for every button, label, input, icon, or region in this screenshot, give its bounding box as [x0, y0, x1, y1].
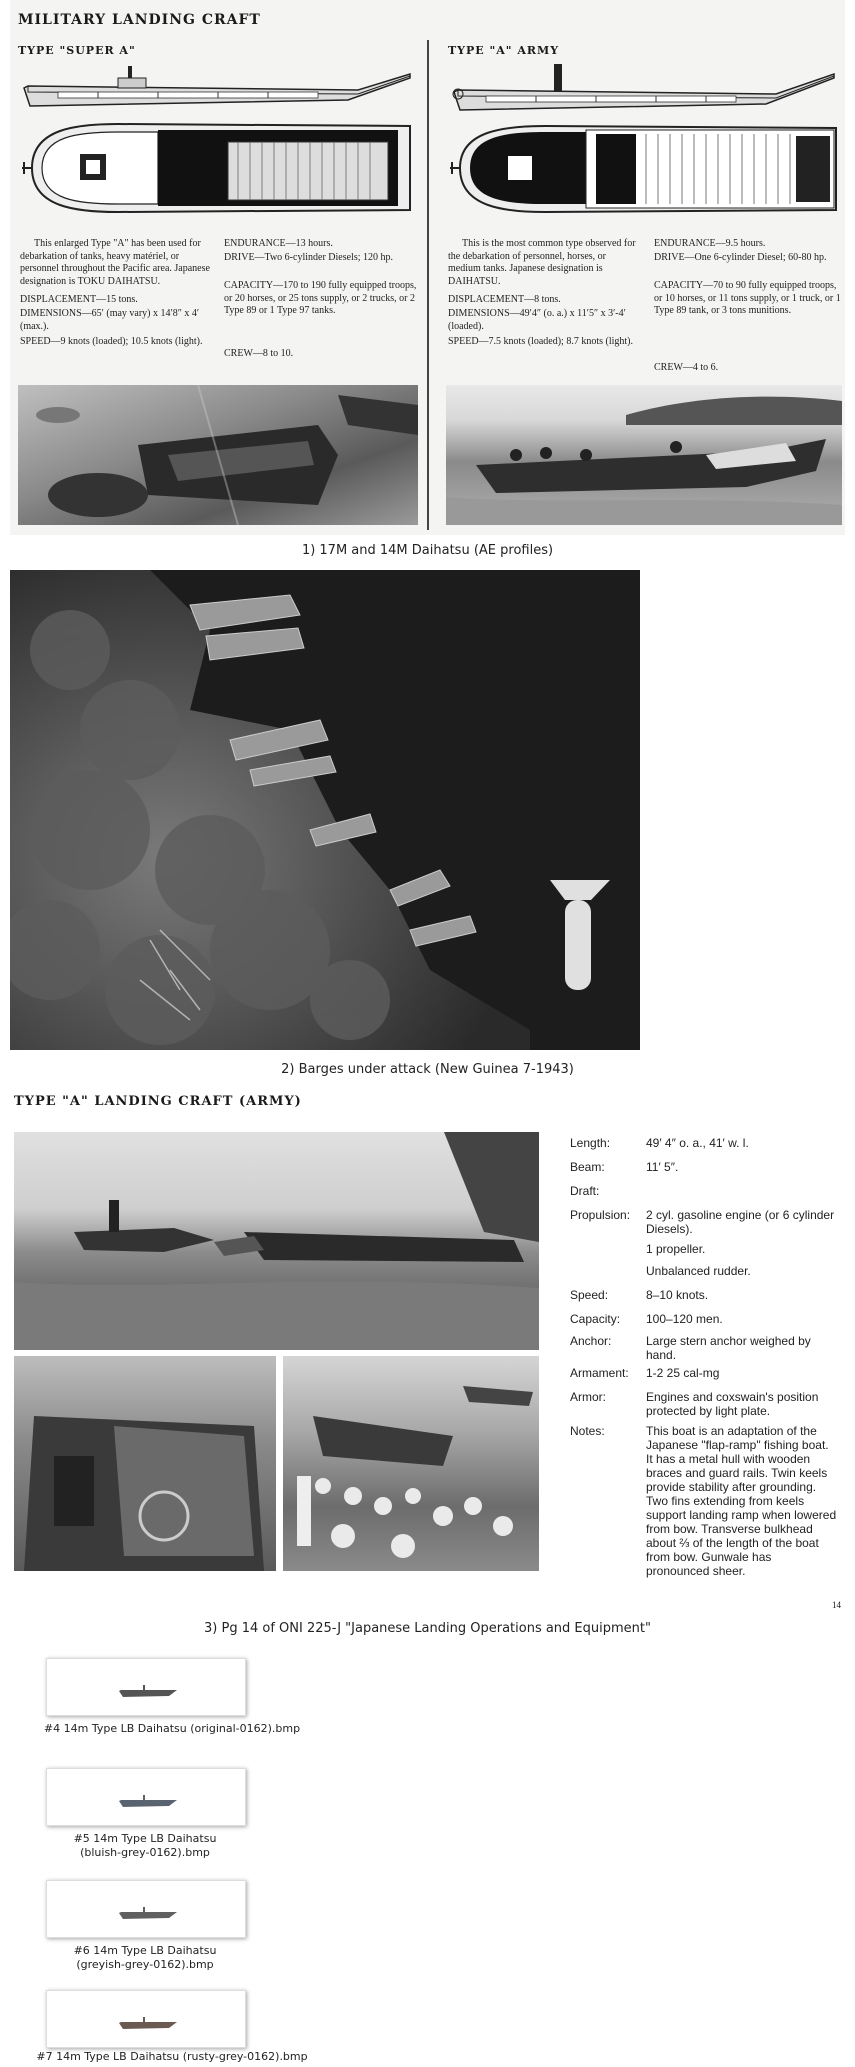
spec-row [570, 1424, 842, 1578]
section1-title: MILITARY LANDING CRAFT [18, 12, 261, 28]
super-a-crew: CREW—8 to 10. [224, 348, 294, 359]
spec-value: 8–10 knots. [646, 1288, 709, 1302]
spec-row [570, 1312, 842, 1326]
type-a-heading: TYPE "A" ARMY [448, 44, 560, 57]
super-a-speed: SPEED—9 knots (loaded); 10.5 knots (light). [20, 336, 203, 347]
spec-value: This boat is an adaptation of the Japanese "flap-ramp" fishing boat. It has a metal hull with wooden braces and guard rails. Twin keels provide stability after grounding. Two fins extending from keels support landing ramp when lowered from bow. Transverse bulkhead about ⅔ of the length of the boat from bow. Gunwale has pronounced sheer. [646, 1424, 837, 1578]
thumbnail-filename[interactable]: #4 14m Type LB Daihatsu (original-0162).bmp [43, 1722, 301, 1735]
spec-row [570, 1390, 842, 1418]
boat-thumbnail-icon [47, 1769, 247, 1827]
spec-label: Beam: [570, 1160, 605, 1174]
thumbnail-filename[interactable]: #7 14m Type LB Daihatsu (rusty-grey-0162).bmp [36, 2050, 308, 2063]
spec-row [570, 1264, 842, 1278]
spec-label: Propulsion: [570, 1208, 631, 1222]
spec-value: 100–120 men. [646, 1312, 723, 1326]
spec-row [570, 1288, 842, 1302]
spec-label: Length: [570, 1136, 611, 1150]
type-a-top-plan [446, 120, 841, 218]
thumbnail-filename[interactable]: #6 14m Type LB Daihatsu (greyish-grey-0162).bmp [73, 1944, 217, 1971]
type-a-capacity: CAPACITY—70 to 90 fully equipped troops, or 10 horses, or 11 tons supply, or 1 truck, or 1 Type 89 tank, or 3 tons munitions. [654, 280, 841, 316]
spec-row [570, 1184, 842, 1198]
type-a-speed: SPEED—7.5 knots (loaded); 8.7 knots (light). [448, 336, 633, 347]
type-a-displacement: DISPLACEMENT—8 tons. [448, 294, 561, 305]
spec-row [570, 1136, 842, 1150]
type-a-endurance: ENDURANCE—9.5 hours. [654, 238, 766, 249]
spec-label: Notes: [570, 1424, 605, 1438]
landing-craft-beach-photo [14, 1132, 539, 1350]
super-a-heading: TYPE "SUPER A" [18, 44, 136, 57]
spec-value: Large stern anchor weighed by hand. [646, 1334, 811, 1362]
type-a-side-profile [446, 58, 841, 114]
spec-value: 1 propeller. [646, 1242, 706, 1256]
spec-value: Engines and coxswain's position protected by light plate. [646, 1390, 819, 1418]
type-a-crew: CREW—4 to 6. [654, 362, 719, 373]
thumbnail-card[interactable] [46, 1880, 246, 1938]
super-a-photo [18, 385, 418, 525]
spec-label: Armor: [570, 1390, 606, 1404]
super-a-drive: DRIVE—Two 6-cylinder Diesels; 120 hp. [224, 252, 393, 263]
caption-2: 2) Barges under attack (New Guinea 7-1943) [281, 1062, 574, 1077]
thumbnail-card[interactable] [46, 1990, 246, 2048]
spec-label: Speed: [570, 1288, 609, 1302]
spec-row [570, 1208, 842, 1236]
spec-row [570, 1334, 842, 1362]
boat-thumbnail-icon [47, 1991, 247, 2049]
spec-label: Anchor: [570, 1334, 612, 1348]
super-a-top-plan [18, 118, 418, 218]
column-divider [427, 40, 429, 530]
super-a-displacement: DISPLACEMENT—15 tons. [20, 294, 138, 305]
boat-thumbnail-icon [47, 1659, 247, 1717]
thumbnail-filename[interactable]: #5 14m Type LB Daihatsu (bluish-grey-0162).bmp [73, 1832, 217, 1859]
boat-thumbnail-icon [47, 1881, 247, 1939]
spec-value: 11′ 5″. [646, 1160, 679, 1174]
caption-1: 1) 17M and 14M Daihatsu (AE profiles) [301, 543, 554, 558]
spec-row [570, 1160, 842, 1174]
spec-label: Armament: [570, 1366, 629, 1380]
spec-value: Unbalanced rudder. [646, 1264, 751, 1278]
type-a-description: This is the most common type observed for the debarkation of personnel, horses, or medium tanks. Japanese designation is DAIHATSU. [448, 238, 636, 287]
spec-label: Capacity: [570, 1312, 621, 1326]
barges-aerial-photo [10, 570, 640, 1050]
thumbnail-card[interactable] [46, 1658, 246, 1716]
super-a-capacity: CAPACITY—170 to 190 fully equipped troops, or 20 horses, or 25 tons supply, or 2 trucks, or 2 Type 89 or 1 Type 97 tanks. [224, 280, 417, 316]
super-a-description: This enlarged Type "A" has been used for debarkation of tanks, heavy matériel, or personnel throughout the Pacific area. Japanese designation is TOKU DAIHATSU. [20, 238, 210, 287]
spec-row [570, 1242, 842, 1256]
super-a-dimensions: DIMENSIONS—65′ (may vary) x 14′8″ x 4′ (max.). [20, 308, 200, 332]
troops-boarding-photo [283, 1356, 539, 1571]
thumbnail-card[interactable] [46, 1768, 246, 1826]
spec-value: 49′ 4″ o. a., 41′ w. l. [646, 1136, 749, 1150]
page-number: 14 [832, 1600, 841, 1610]
spec-value: 1-2 25 cal-mg [646, 1366, 720, 1380]
spec-label: Draft: [570, 1184, 600, 1198]
super-a-endurance: ENDURANCE—13 hours. [224, 238, 333, 249]
section3-title: TYPE "A" LANDING CRAFT (ARMY) [14, 1094, 302, 1109]
caption-3: 3) Pg 14 of ONI 225-J "Japanese Landing Operations and Equipment" [204, 1621, 651, 1636]
landing-craft-ramp-photo [14, 1356, 276, 1571]
type-a-dimensions: DIMENSIONS—49′4″ (o. a.) x 11′5″ x 3′-4′ (loaded). [448, 308, 626, 332]
spec-row [570, 1366, 842, 1380]
super-a-side-profile [18, 58, 418, 110]
type-a-photo [446, 385, 842, 525]
type-a-drive: DRIVE—One 6-cylinder Diesel; 60-80 hp. [654, 252, 827, 263]
spec-value: 2 cyl. gasoline engine (or 6 cylinder Diesels). [646, 1208, 835, 1236]
